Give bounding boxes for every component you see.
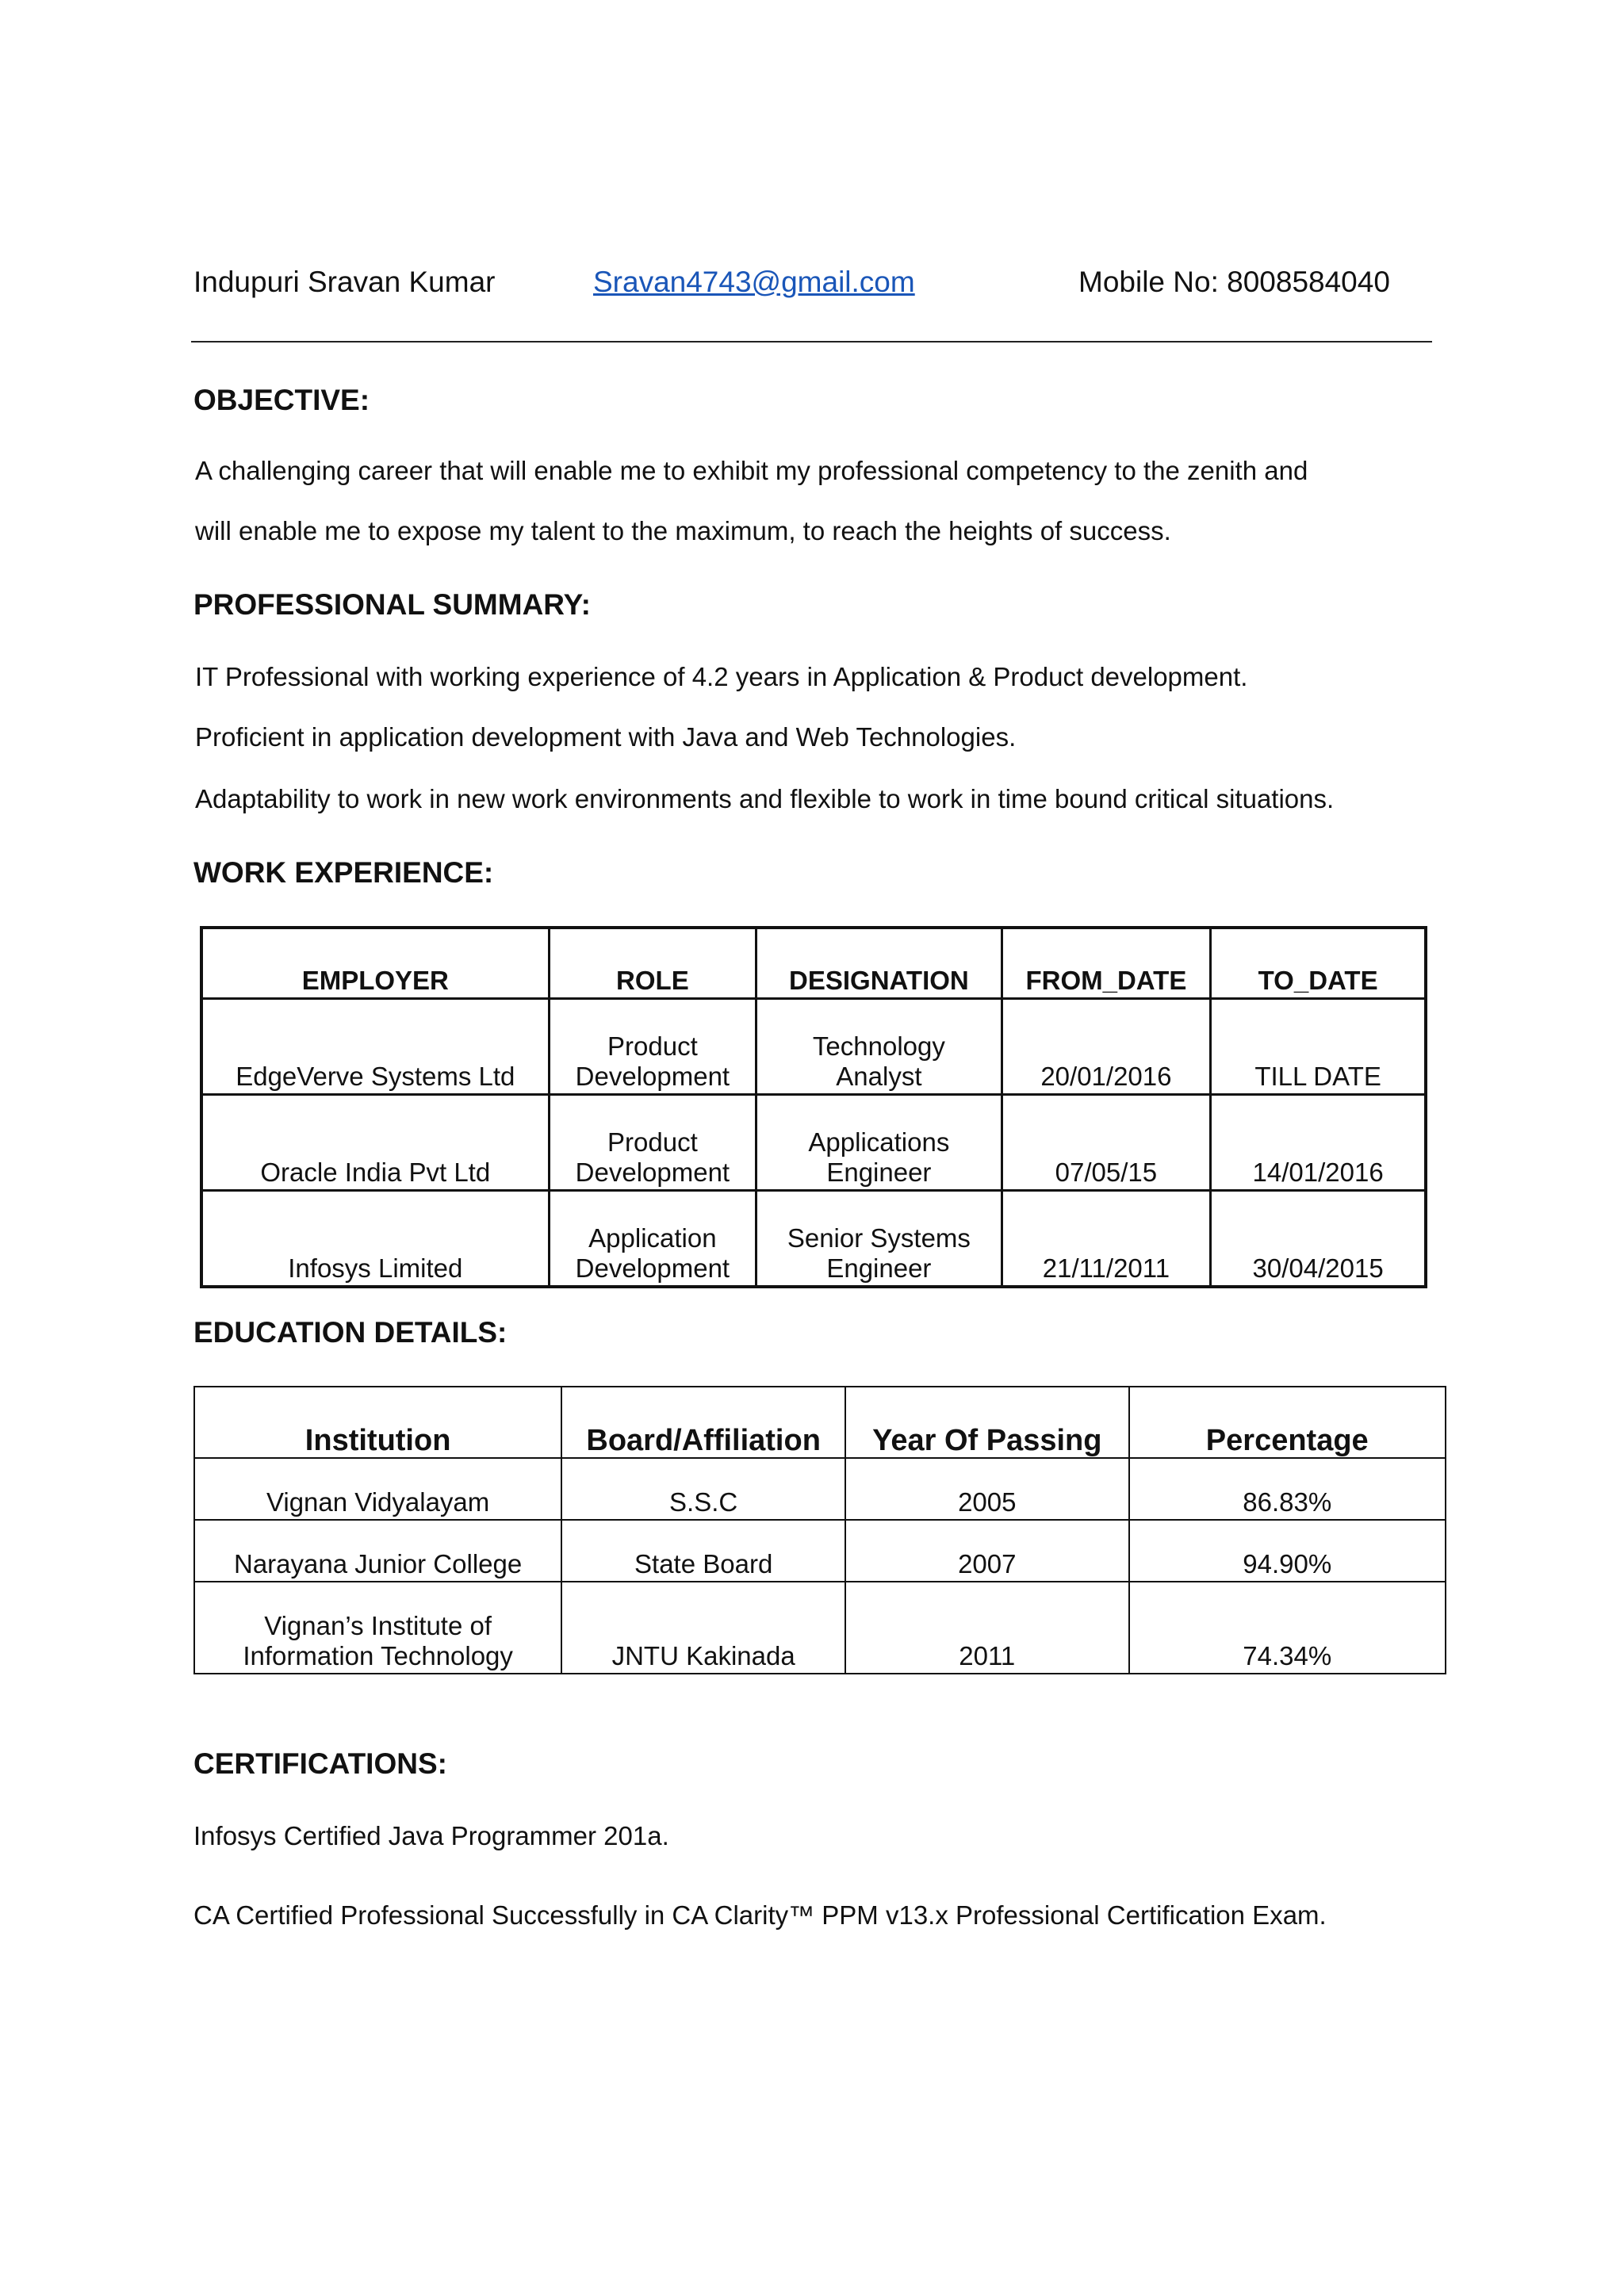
- column-header: FROM_DATE: [1002, 928, 1211, 999]
- from-date-cell: 21/11/2011: [1002, 1191, 1211, 1288]
- role-line: Application: [588, 1223, 717, 1253]
- percentage-cell: 86.83%: [1129, 1458, 1446, 1520]
- summary-line: Adaptability to work in new work environments and flexible to work in time bound critical situations.: [195, 784, 1335, 813]
- role-line: Product: [607, 1031, 698, 1061]
- column-header: Percentage: [1129, 1387, 1446, 1458]
- work-heading: WORK EXPERIENCE:: [193, 856, 494, 889]
- to-date-cell: TILL DATE: [1211, 999, 1426, 1095]
- work-table-header: [201, 928, 1426, 999]
- institution-line: Vignan’s Institute of: [264, 1611, 492, 1640]
- table-row: [201, 1095, 1426, 1191]
- institution-cell: Vignan Vidyalayam: [194, 1458, 561, 1520]
- table-row: [201, 999, 1426, 1095]
- mobile-number: Mobile No: 8008584040: [1078, 266, 1390, 298]
- institution-cell: [194, 1582, 561, 1674]
- employer-cell: Infosys Limited: [201, 1191, 549, 1288]
- column-header: Board/Affiliation: [561, 1387, 845, 1458]
- institution-line: Information Technology: [243, 1641, 513, 1670]
- employer-cell: EdgeVerve Systems Ltd: [201, 999, 549, 1095]
- column-header: TO_DATE: [1211, 928, 1426, 999]
- year-cell: 2011: [845, 1582, 1128, 1674]
- certifications-heading: CERTIFICATIONS:: [193, 1747, 447, 1780]
- institution-cell: Narayana Junior College: [194, 1520, 561, 1582]
- column-header: ROLE: [549, 928, 756, 999]
- certification-item: Infosys Certified Java Programmer 201a.: [193, 1821, 669, 1850]
- board-cell: JNTU Kakinada: [561, 1582, 845, 1674]
- role-cell: [549, 1191, 756, 1288]
- summary-heading: PROFESSIONAL SUMMARY:: [193, 588, 591, 621]
- designation-line: Senior Systems: [787, 1223, 971, 1253]
- year-cell: 2005: [845, 1458, 1128, 1520]
- designation-cell: [756, 999, 1002, 1095]
- education-heading: EDUCATION DETAILS:: [193, 1316, 508, 1349]
- email-link[interactable]: Sravan4743@gmail.com: [593, 266, 915, 298]
- board-cell: S.S.C: [561, 1458, 845, 1520]
- education-table: [193, 1386, 1446, 1674]
- column-header: Year Of Passing: [845, 1387, 1128, 1458]
- designation-line: Engineer: [826, 1158, 932, 1187]
- column-header: Institution: [194, 1387, 561, 1458]
- table-row: [194, 1520, 1446, 1582]
- table-row: [201, 1191, 1426, 1288]
- summary-line: IT Professional with working experience of 4.2 years in Application & Product development.: [195, 662, 1248, 691]
- column-header: DESIGNATION: [756, 928, 1002, 999]
- certification-item: CA Certified Professional Successfully in CA Clarity™ PPM v13.x Professional Certification Exam.: [193, 1900, 1327, 1930]
- designation-line: Applications: [808, 1127, 950, 1157]
- designation-line: Engineer: [826, 1253, 932, 1283]
- designation-cell: [756, 1191, 1002, 1288]
- to-date-cell: 30/04/2015: [1211, 1191, 1426, 1288]
- objective-line: will enable me to expose my talent to the maximum, to reach the heights of success.: [195, 516, 1171, 545]
- board-cell: State Board: [561, 1520, 845, 1582]
- role-cell: [549, 1095, 756, 1191]
- year-cell: 2007: [845, 1520, 1128, 1582]
- header-divider: [191, 341, 1432, 342]
- column-header: EMPLOYER: [201, 928, 549, 999]
- percentage-cell: 94.90%: [1129, 1520, 1446, 1582]
- role-line: Development: [575, 1253, 730, 1283]
- work-experience-table: [200, 926, 1427, 1288]
- candidate-name: Indupuri Sravan Kumar: [193, 266, 496, 298]
- summary-line: Proficient in application development with Java and Web Technologies.: [195, 722, 1017, 752]
- percentage-cell: 74.34%: [1129, 1582, 1446, 1674]
- contact-header: [193, 266, 1431, 305]
- designation-line: Analyst: [836, 1062, 922, 1091]
- education-table-header: [194, 1387, 1446, 1458]
- objective-line: A challenging career that will enable me to exhibit my professional competency to the zenith and: [195, 456, 1308, 485]
- to-date-cell: 14/01/2016: [1211, 1095, 1426, 1191]
- designation-cell: [756, 1095, 1002, 1191]
- role-cell: [549, 999, 756, 1095]
- table-row: [194, 1458, 1446, 1520]
- objective-heading: OBJECTIVE:: [193, 384, 370, 416]
- from-date-cell: 20/01/2016: [1002, 999, 1211, 1095]
- role-line: Product: [607, 1127, 698, 1157]
- role-line: Development: [575, 1158, 730, 1187]
- employer-cell: Oracle India Pvt Ltd: [201, 1095, 549, 1191]
- designation-line: Technology: [812, 1031, 945, 1061]
- table-row: [194, 1582, 1446, 1674]
- role-line: Development: [575, 1062, 730, 1091]
- from-date-cell: 07/05/15: [1002, 1095, 1211, 1191]
